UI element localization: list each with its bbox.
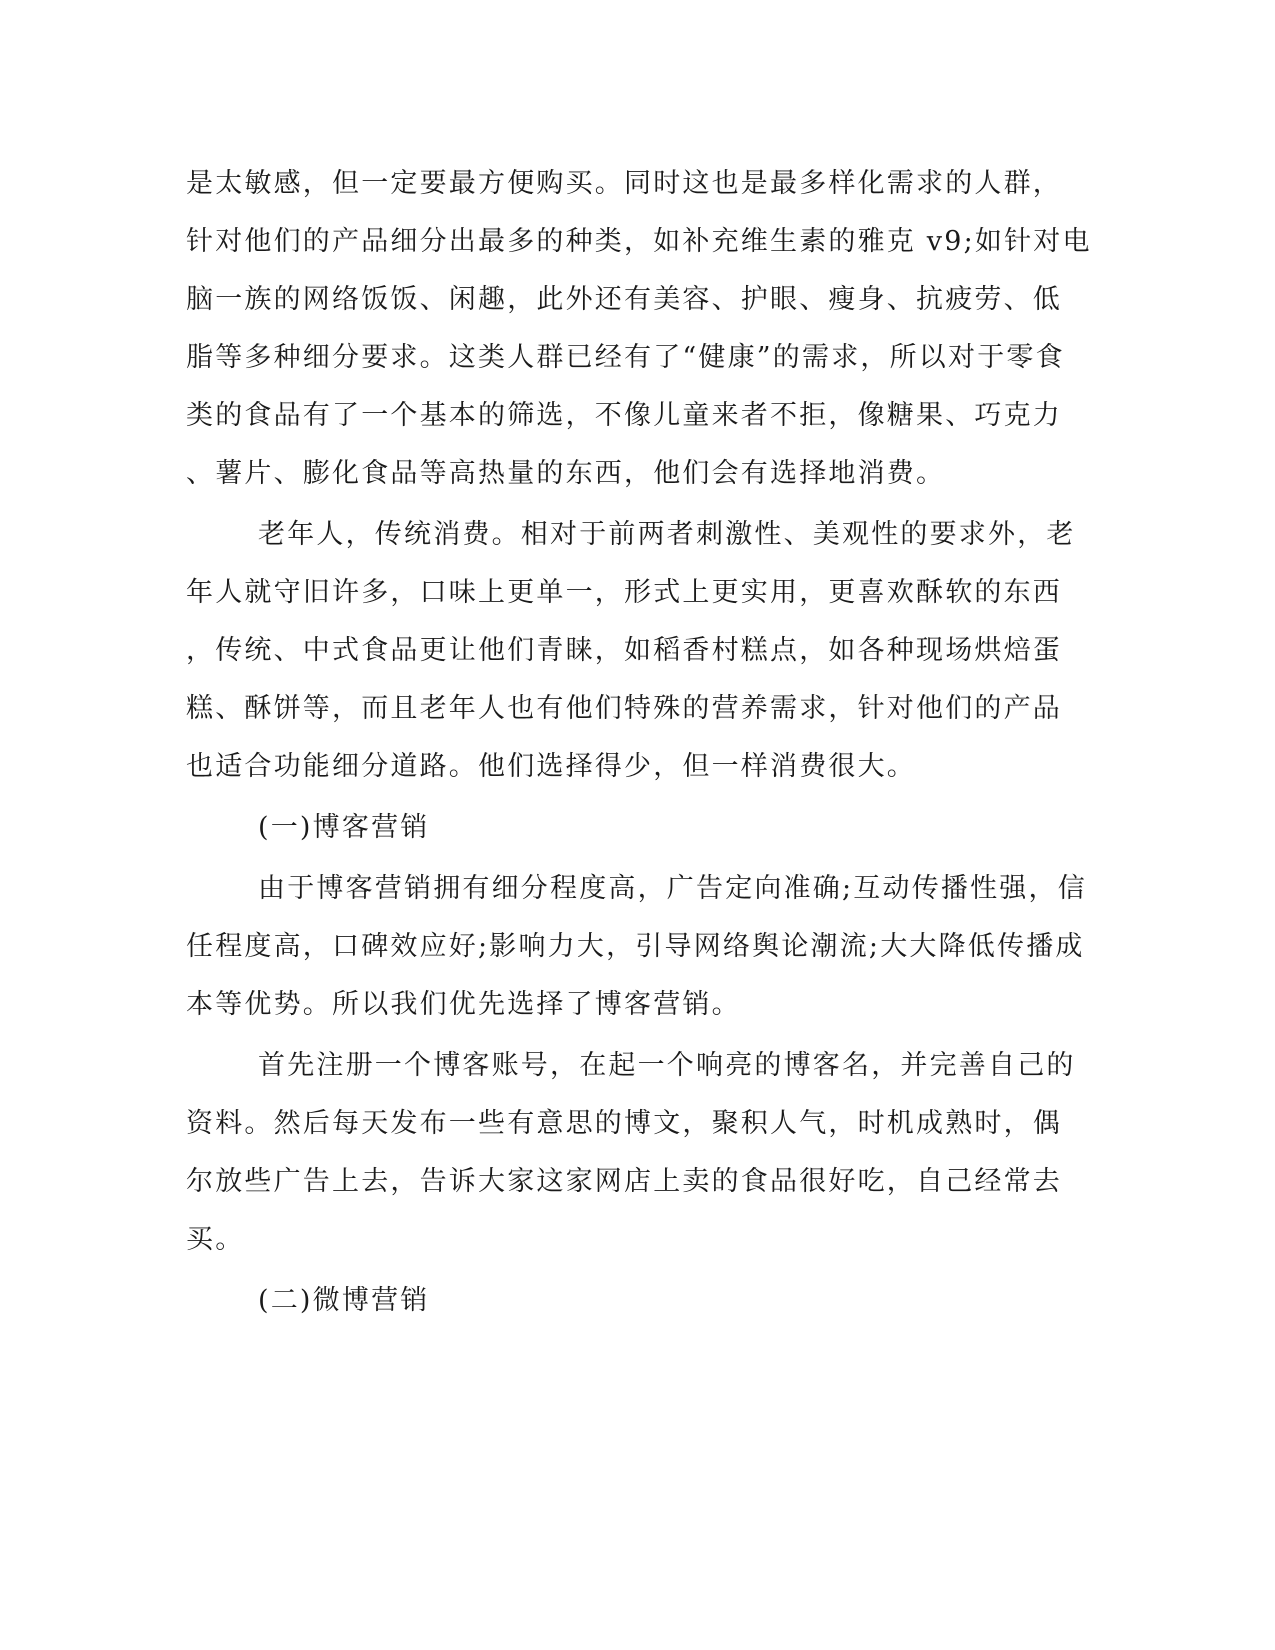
- text-line: 本等优势。所以我们优先选择了博客营销。: [186, 989, 741, 1020]
- text-line: 年人就守旧许多，口味上更单一，形式上更实用，更喜欢酥软的东西: [186, 577, 1062, 608]
- text-line: 针对他们的产品细分出最多的种类，如补充维生素的雅克 v9;如针对电: [186, 226, 1092, 257]
- section-heading-weibo: (二)微博营销: [258, 1285, 430, 1316]
- text-line: 脑一族的网络饭饭、闲趣，此外还有美容、护眼、瘦身、抗疲劳、低: [186, 284, 1062, 315]
- text-line: 买。: [186, 1224, 245, 1255]
- text-line: 首先注册一个博客账号，在起一个响亮的博客名，并完善自己的: [258, 1050, 1076, 1081]
- text-line: 糕、酥饼等，而且老年人也有他们特殊的营养需求，针对他们的产品: [186, 693, 1062, 724]
- text-line: 老年人，传统消费。相对于前两者刺激性、美观性的要求外，老: [258, 519, 1076, 550]
- text-line: 任程度高，口碑效应好;影响力大，引导网络舆论潮流;大大降低传播成: [186, 931, 1085, 962]
- section-heading-blog: (一)博客营销: [258, 812, 430, 843]
- text-line: 资料。然后每天发布一些有意思的博文，聚积人气，时机成熟时，偶: [186, 1108, 1062, 1139]
- text-line: 类的食品有了一个基本的筛选，不像儿童来者不拒，像糖果、巧克力: [186, 400, 1062, 431]
- text-line: 脂等多种细分要求。这类人群已经有了“健康”的需求，所以对于零食: [186, 342, 1065, 373]
- text-line: 是太敏感，但一定要最方便购买。同时这也是最多样化需求的人群，: [186, 168, 1062, 199]
- text-line: 尔放些广告上去，告诉大家这家网店上卖的食品很好吃，自己经常去: [186, 1166, 1062, 1197]
- text-line: 由于博客营销拥有细分程度高，广告定向准确;互动传播性强，信: [258, 873, 1087, 904]
- text-line: ，传统、中式食品更让他们青睐，如稻香村糕点，如各种现场烘焙蛋: [186, 635, 1062, 666]
- text-line: 、薯片、膨化食品等高热量的东西，他们会有选择地消费。: [186, 458, 946, 489]
- text-line: 也适合功能细分道路。他们选择得少，但一样消费很大。: [186, 751, 916, 782]
